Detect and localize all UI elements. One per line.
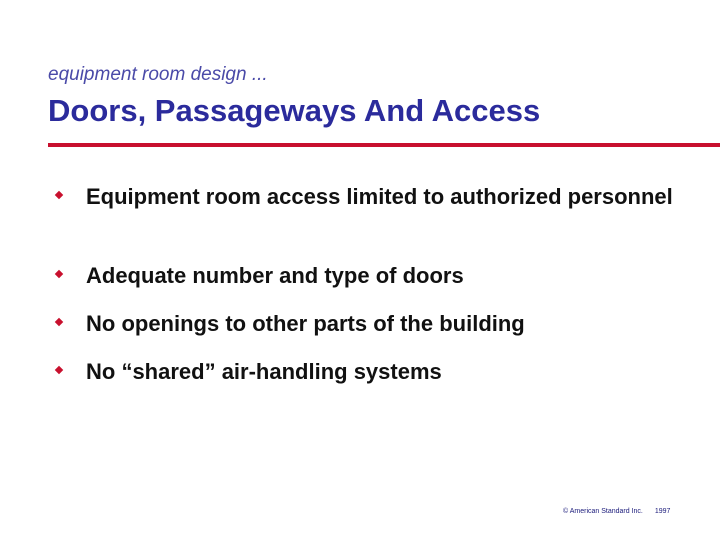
footer-copyright: © American Standard Inc.	[563, 508, 643, 515]
bullet-text: Equipment room access limited to authorized personnel	[86, 184, 673, 209]
bullet-diamond-icon	[55, 270, 63, 278]
bullet-text: Adequate number and type of doors	[86, 263, 464, 288]
footer	[563, 508, 670, 515]
bullet-diamond-icon	[55, 318, 63, 326]
bullet-text: No openings to other parts of the building	[86, 311, 525, 336]
bullet-diamond-icon	[55, 191, 63, 199]
slide-title: Doors, Passageways And Access	[48, 93, 541, 128]
bullet-diamond-icon	[55, 366, 63, 374]
bullet-text: No “shared” air-handling systems	[86, 359, 442, 384]
footer-year: 1997	[654, 508, 671, 515]
slide-subtitle: equipment room design ...	[48, 64, 268, 85]
